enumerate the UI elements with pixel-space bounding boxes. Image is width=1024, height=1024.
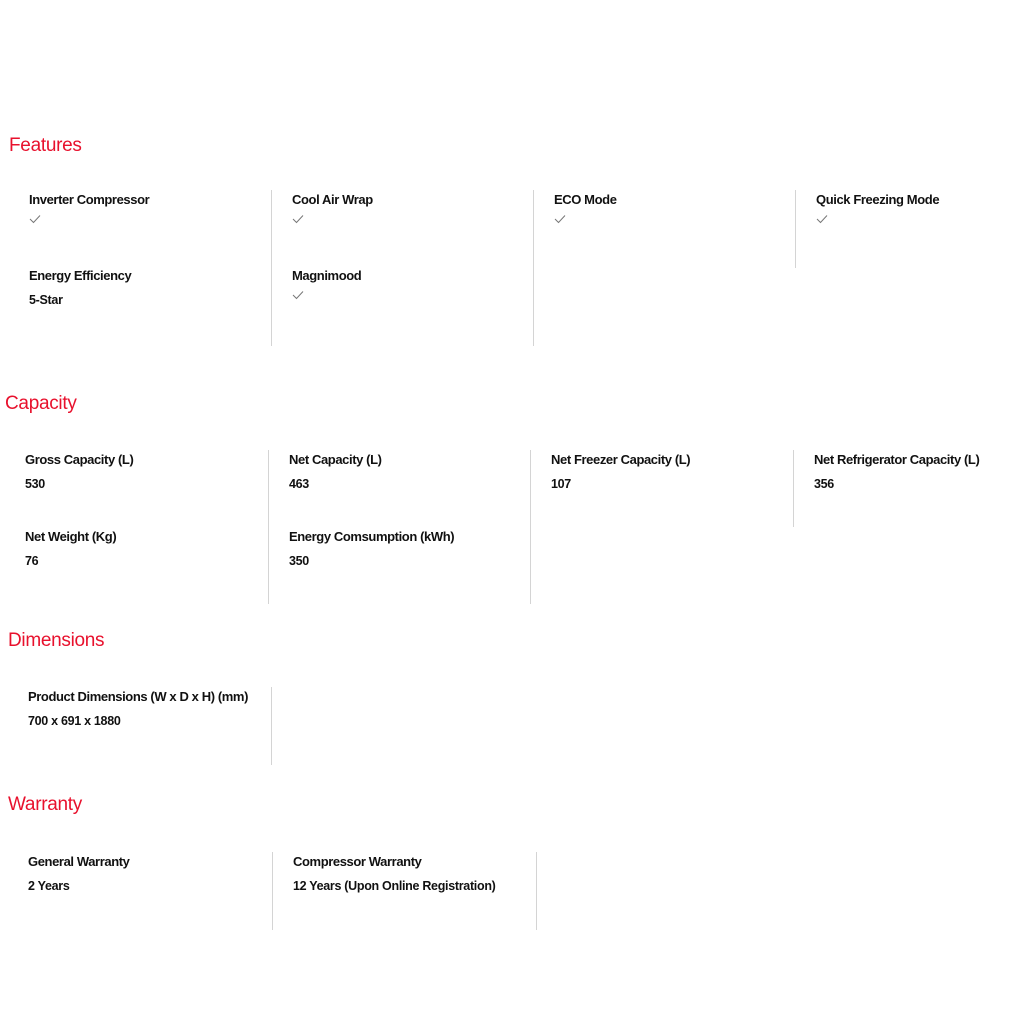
warranty-label: General Warranty <box>28 854 130 869</box>
feature-value: 5-Star <box>29 293 63 307</box>
dimensions-label: Product Dimensions (W x D x H) (mm) <box>28 689 249 704</box>
capacity-value: 356 <box>814 477 834 491</box>
capacity-col-2 <box>268 450 531 604</box>
feature-label: Inverter Compressor <box>29 192 150 207</box>
warranty-col-2 <box>272 852 537 930</box>
feature-eco-mode <box>554 192 794 226</box>
capacity-value: 463 <box>289 477 309 491</box>
capacity-gross <box>25 452 265 492</box>
check-icon <box>29 214 41 226</box>
capacity-value: 530 <box>25 477 45 491</box>
capacity-net-freezer <box>551 452 791 492</box>
warranty-value: 2 Years <box>28 879 70 893</box>
dimensions-title: Dimensions <box>8 630 105 651</box>
warranty-col-3 <box>536 852 547 930</box>
warranty-value: 12 Years (Upon Online Registration) <box>293 879 496 893</box>
check-icon <box>816 214 828 226</box>
capacity-net <box>289 452 529 492</box>
feature-quick-freezing-mode <box>816 192 1024 226</box>
dimensions-col-1 <box>8 687 271 765</box>
features-col-4 <box>795 190 1016 268</box>
capacity-net-refrigerator <box>814 452 1024 492</box>
capacity-value: 107 <box>551 477 571 491</box>
capacity-label: Net Freezer Capacity (L) <box>551 452 691 467</box>
check-icon <box>292 214 304 226</box>
feature-label: ECO Mode <box>554 192 617 207</box>
check-icon <box>554 214 566 226</box>
capacity-label: Energy Comsumption (kWh) <box>289 529 455 544</box>
feature-label: Magnimood <box>292 268 362 283</box>
capacity-label: Gross Capacity (L) <box>25 452 134 467</box>
capacity-col-1 <box>5 450 268 604</box>
dimensions-value: 700 x 691 x 1880 <box>28 714 121 728</box>
feature-energy-efficiency <box>29 268 269 308</box>
warranty-label: Compressor Warranty <box>293 854 422 869</box>
feature-label: Quick Freezing Mode <box>816 192 940 207</box>
capacity-value: 76 <box>25 554 39 568</box>
warranty-title: Warranty <box>8 794 82 815</box>
capacity-title: Capacity <box>5 393 77 414</box>
features-col-3 <box>533 190 796 346</box>
check-icon <box>292 290 304 302</box>
feature-inverter-compressor <box>29 192 269 226</box>
capacity-energy-consumption <box>289 529 529 569</box>
capacity-col-3 <box>530 450 794 604</box>
capacity-label: Net Capacity (L) <box>289 452 382 467</box>
feature-magnimood <box>292 268 532 302</box>
warranty-compressor <box>293 854 533 894</box>
feature-label: Cool Air Wrap <box>292 192 373 207</box>
capacity-net-weight <box>25 529 265 569</box>
capacity-value: 350 <box>289 554 309 568</box>
warranty-col-1 <box>8 852 272 930</box>
capacity-label: Net Refrigerator Capacity (L) <box>814 452 980 467</box>
feature-label: Energy Efficiency <box>29 268 132 283</box>
dimensions-col-2 <box>271 687 282 765</box>
features-col-1 <box>9 190 271 346</box>
warranty-general <box>28 854 268 894</box>
features-title: Features <box>9 135 82 156</box>
dimensions-product <box>28 689 268 729</box>
capacity-col-4 <box>793 450 1019 527</box>
feature-cool-air-wrap <box>292 192 532 226</box>
capacity-label: Net Weight (Kg) <box>25 529 117 544</box>
features-col-2 <box>271 190 534 346</box>
